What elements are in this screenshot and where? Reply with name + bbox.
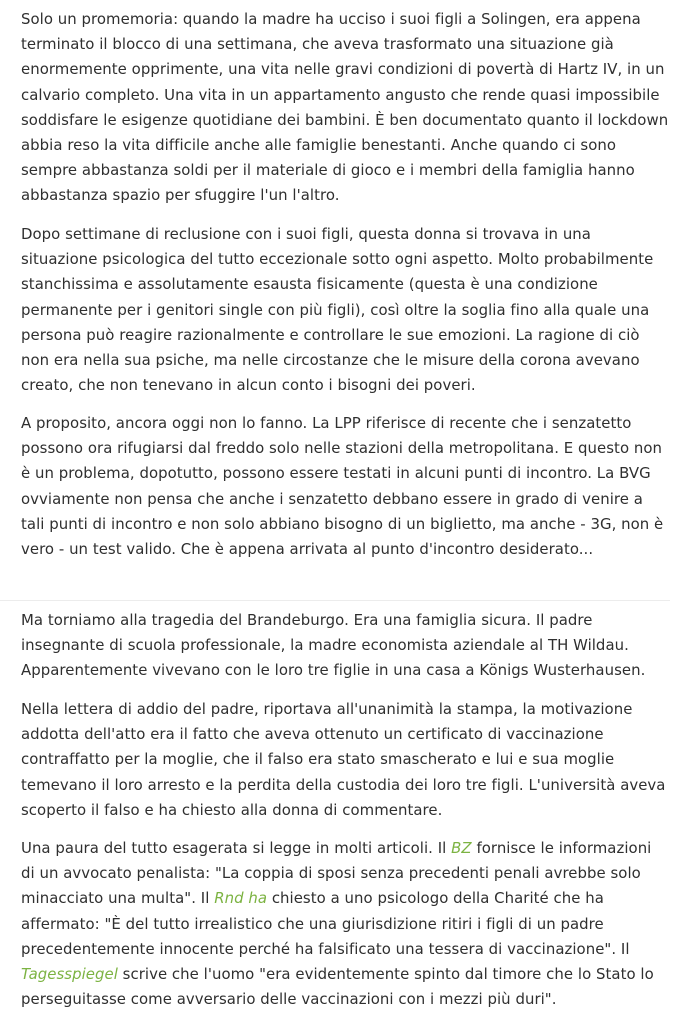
paragraph-paura-esagerata: [21, 836, 669, 1012]
link-bz[interactable]: BZ: [451, 839, 472, 857]
paragraph-text: Una paura del tutto esagerata si legge in molti articoli. Il: [21, 839, 452, 857]
paragraph-brandeburgo: Ma torniamo alla tragedia del Brandeburgo. Era una famiglia sicura. Il padre insegnante di scuola professionale, la madre economista aziendale al TH Wildau. Apparentemente vivevano con le loro tre figlie in una casa a Königs Wusterhausen.: [21, 611, 646, 680]
paragraph-senzatetto: A proposito, ancora oggi non lo fanno. La LPP riferisce di recente che i senzatetto possono ora rifugiarsi dal freddo solo nelle stazioni della metropolitana. E questo non è un problema, dopotutto, possono essere testati in alcuni punti di incontro. La BVG ovviamente non pensa che anche i senzatetto debbano essere in grado di venire a tali punti di incontro e non solo abbiano bisogno di un biglietto, ma anche - 3G, non è vero - un test valido. Che è appena arrivata al punto d'incontro desiderato...: [21, 414, 664, 559]
paragraph-text: scrive che l'uomo "era evidentemente spinto dal timore che lo Stato lo perseguitasse come avversario delle vaccinazioni con i mezzi più duri".: [21, 965, 654, 1009]
paragraph-reclusione: Dopo settimane di reclusione con i suoi figli, questa donna si trovava in una situazione psicologica del tutto eccezionale sotto ogni aspetto. Molto probabilmente stanchissima e assolutamente esausta fisicamente (questa è una condizione permanente per i genitori single con più figli), così oltre la soglia fino alla quale una persona può reagire razionalmente e controllare le sue emozioni. La ragione di ciò non era nella sua psiche, ma nelle circostanze che le misure della corona avevano creato, che non tenevano in alcun conto i bisogni dei poveri.: [21, 225, 654, 395]
link-tagesspiegel[interactable]: Tagesspiegel: [21, 965, 118, 984]
paragraph-solingen: Solo un promemoria: quando la madre ha ucciso i suoi figli a Solingen, era appena terminato il blocco di una settimana, che aveva trasformato una situazione già enormemente opprimente, una vita nelle gravi condizioni di povertà di Hartz IV, in un calvario completo. Una vita in un appartamento angusto che rende quasi impossibile soddisfare le esigenze quotidiane dei bambini. È ben documentato quanto il lockdown abbia reso la vita difficile anche alle famiglie benestanti. Anche quando ci sono sempre abbastanza soldi per il materiale di gioco e i membri della famiglia hanno abbastanza spazio per sfuggire l'un l'altro.: [21, 10, 669, 205]
paragraph-text: chiesto a uno psicologo della Charité che ha affermato: "È del tutto irrealistico che una giurisdizione ritiri i figli di un padre precedentemente innocente perché ha falsificato una tessera di vaccinazione". Il: [21, 889, 630, 958]
link-rnd[interactable]: Rnd ha: [214, 889, 268, 908]
section-divider: [0, 600, 670, 601]
paragraph-text: fornisce le informazioni di un avvocato penalista: "La coppia di sposi senza precedenti penali avrebbe solo minacciato una multa". Il: [21, 839, 652, 908]
paragraph-lettera-addio: Nella lettera di addio del padre, riportava all'unanimità la stampa, la motivazione addotta dell'atto era il fatto che aveva ottenuto un certificato di vaccinazione contraffatto per la moglie, che il falso era stato smascherato e lui e sua moglie temevano il loro arresto e la perdita della custodia dei loro tre figli. L'università aveva scoperto il falso e ha chiesto alla donna di commentare.: [21, 700, 666, 819]
